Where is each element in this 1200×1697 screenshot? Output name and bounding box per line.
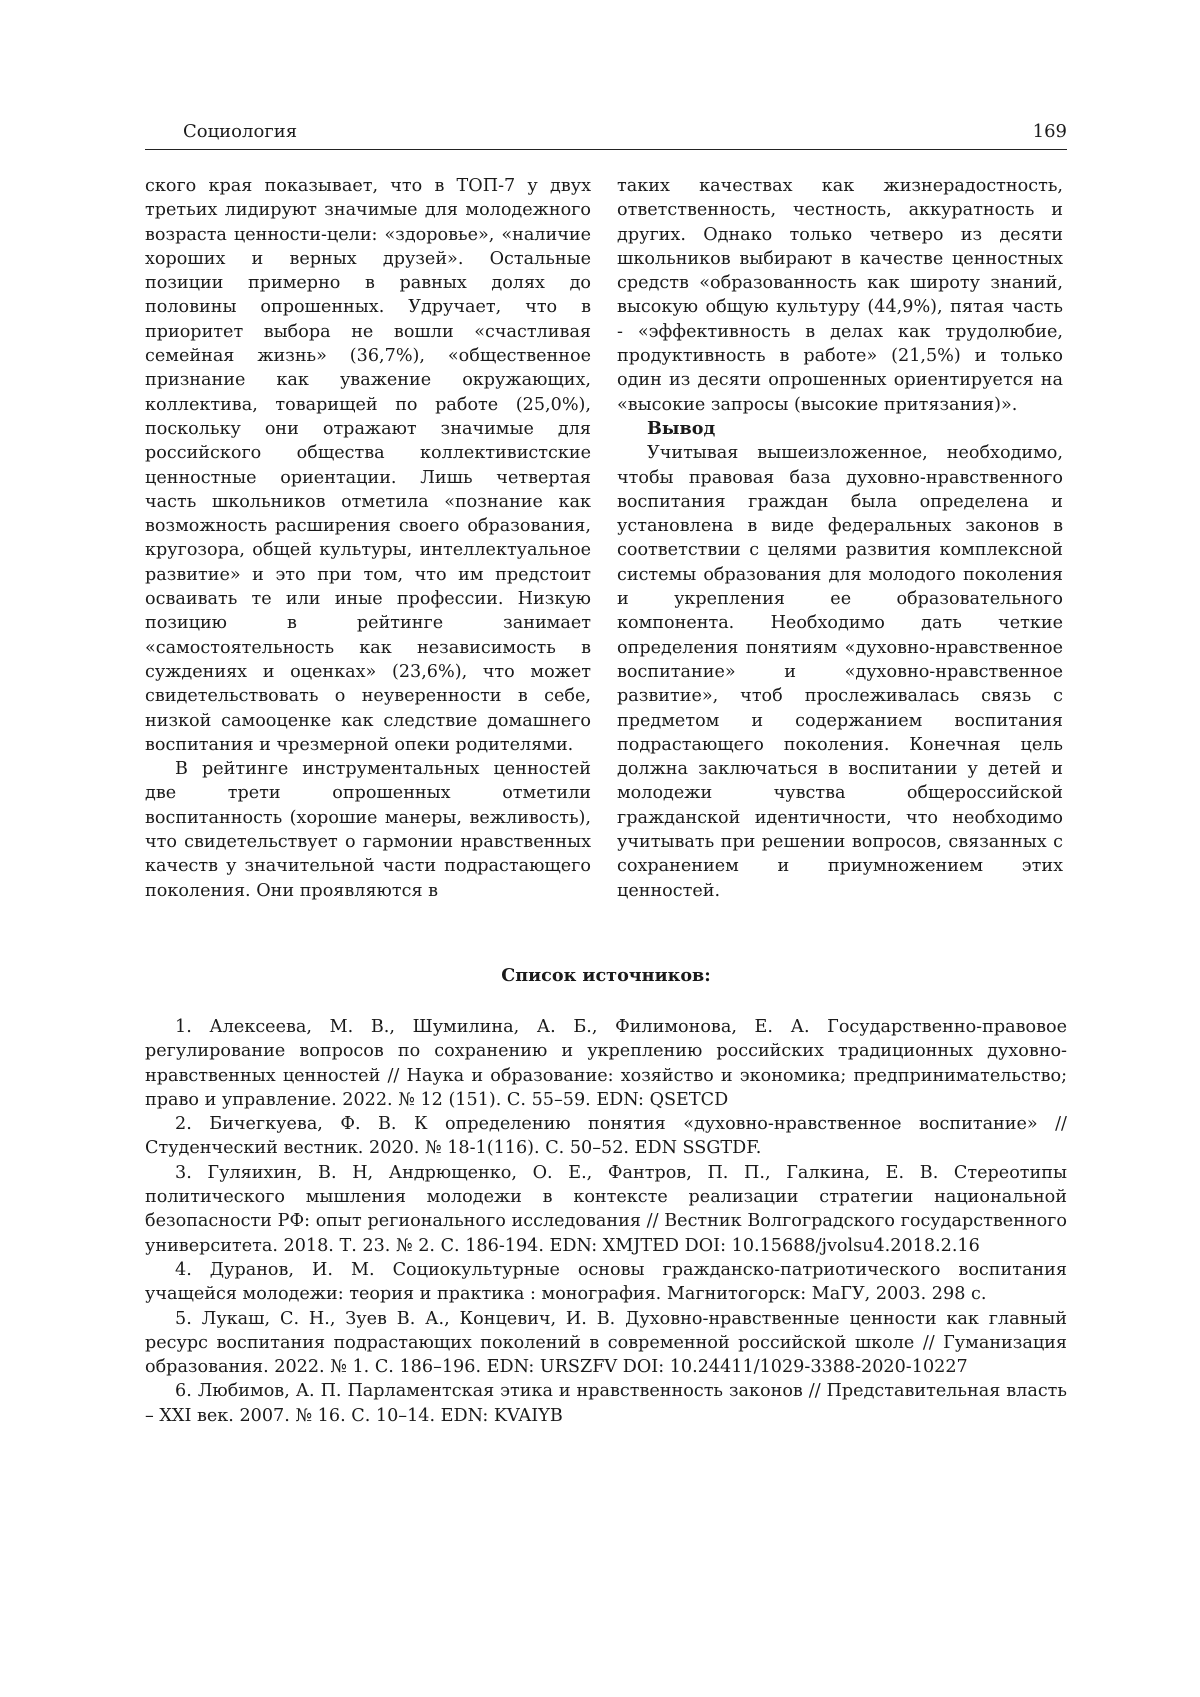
running-header	[145, 121, 1067, 150]
right-paragraph-2: Учитывая вышеизложенное, необходимо, чтобы правовая база духовно-нравственного воспитания граждан была определена и установлена в виде федеральных законов в соответствии с целями развития комплексной системы образования для молодого поколения и укрепления ее образовательного компонента. Необходимо дать четкие определения понятиям «духовно-нравственное воспитание» и «духовно-нравственное развитие», чтоб прослеживалась связь с предметом и содержанием воспитания подрастающего поколения. Конечная цель должна заключаться в воспитании у детей и молодежи чувства общероссийской гражданской идентичности, что необходимо учитывать при решении вопросов, связанных с сохранением и приумножением этих ценностей.	[617, 443, 1063, 901]
references-list	[145, 1015, 1067, 1428]
reference-item: 6. Любимов, А. П. Парламентская этика и нравственность законов // Представительная власть – XXI век. 2007. № 16. С. 10–14. EDN: KVAIYB	[145, 1381, 1067, 1426]
left-paragraph-1: ского края показывает, что в ТОП-7 у двух третьих лидируют значимые для молодежного возраста ценности-цели: «здоровье», «наличие хороших и верных друзей». Остальные позиции примерно в равных долях до половины опрошенных. Удручает, что в приоритет выбора не вошли «счастливая семейная жизнь» (36,7%), «общественное признание как уважение окружающих, коллектива, товарищей по работе (25,0%), поскольку они отражают значимые для российского общества коллективистские ценностные ориентации. Лишь четвертая часть школьников отметила «познание как возможность расширения своего образования, кругозора, общей культуры, интеллектуальное развитие» и это при том, что им предстоит осваивать те или иные профессии. Низкую позицию в рейтинге занимает «самостоятельность как независимость в суждениях и оценках» (23,6%), что может свидетельствовать о неуверенности в себе, низкой самооценке как следствие домашнего воспитания и чрезмерной опеки родителями.	[145, 176, 591, 755]
section-title: Социология	[183, 121, 298, 142]
page-number: 169	[1032, 121, 1067, 142]
reference-item: 4. Дуранов, И. М. Социокультурные основы гражданско-патриотического воспитания учащейся молодежи: теория и практика : монография. Магнитогорск: МаГУ, 2003. 298 с.	[145, 1259, 1067, 1305]
reference-item: 2. Бичегкуева, Ф. В. К определению понятия «духовно-нравственное воспитание» // Студенческий вестник. 2020. № 18-1(116). С. 50–52. EDN SSGTDF.	[145, 1114, 1067, 1159]
right-paragraph-1: таких качествах как жизнерадостность, ответственность, честность, аккуратность и других. Однако только четверо из десяти школьников выбирают в качестве ценностных средств «образованность как широту знаний, высокую общую культуру (44,9%), пятая часть - «эффективность в делах как трудолюбие, продуктивность в работе» (21,5%) и только один из десяти опрошенных ориентируется на «высокие запросы (высокие притязания)».	[617, 176, 1063, 415]
reference-item: 1. Алексеева, М. В., Шумилина, А. Б., Филимонова, Е. А. Государственно-правовое регулирование вопросов по сохранению и укреплению российских традиционных духовно-нравственных ценностей // Наука и образование: хозяйство и экономика; предпринимательство; право и управление. 2022. № 12 (151). С. 55–59. EDN: QSETCD	[145, 1017, 1067, 1110]
references-title: Список источников:	[501, 965, 711, 986]
reference-item: 3. Гуляихин, В. Н, Андрющенко, О. Е., Фантров, П. П., Галкина, Е. В. Стереотипы политического мышления молодежи в контексте реализации стратегии национальной безопасности РФ: опыт регионального исследования // Вестник Волгоградского государственного университета. 2018. Т. 23. № 2. С. 186-194. EDN: XMJTED DOI: 10.15688/jvolsu4.2018.2.16	[145, 1162, 1067, 1256]
right-column	[617, 174, 1063, 903]
conclusion-heading: Вывод	[647, 417, 716, 439]
reference-item: 5. Лукаш, С. Н., Зуев В. А., Концевич, И. В. Духовно-нравственные ценности как главный ресурс воспитания подрастающих поколений в современной российской школе // Гуманизация образования. 2022. № 1. С. 186–196. EDN: URSZFV DOI: 10.24411/1029-3388-2020-10227	[145, 1308, 1067, 1378]
left-column	[145, 174, 591, 903]
left-paragraph-2: В рейтинге инструментальных ценностей две трети опрошенных отметили воспитанность (хорошие манеры, вежливость), что свидетельствует о гармонии нравственных качеств у значительной части подрастающего поколения. Они проявляются в	[145, 759, 591, 901]
